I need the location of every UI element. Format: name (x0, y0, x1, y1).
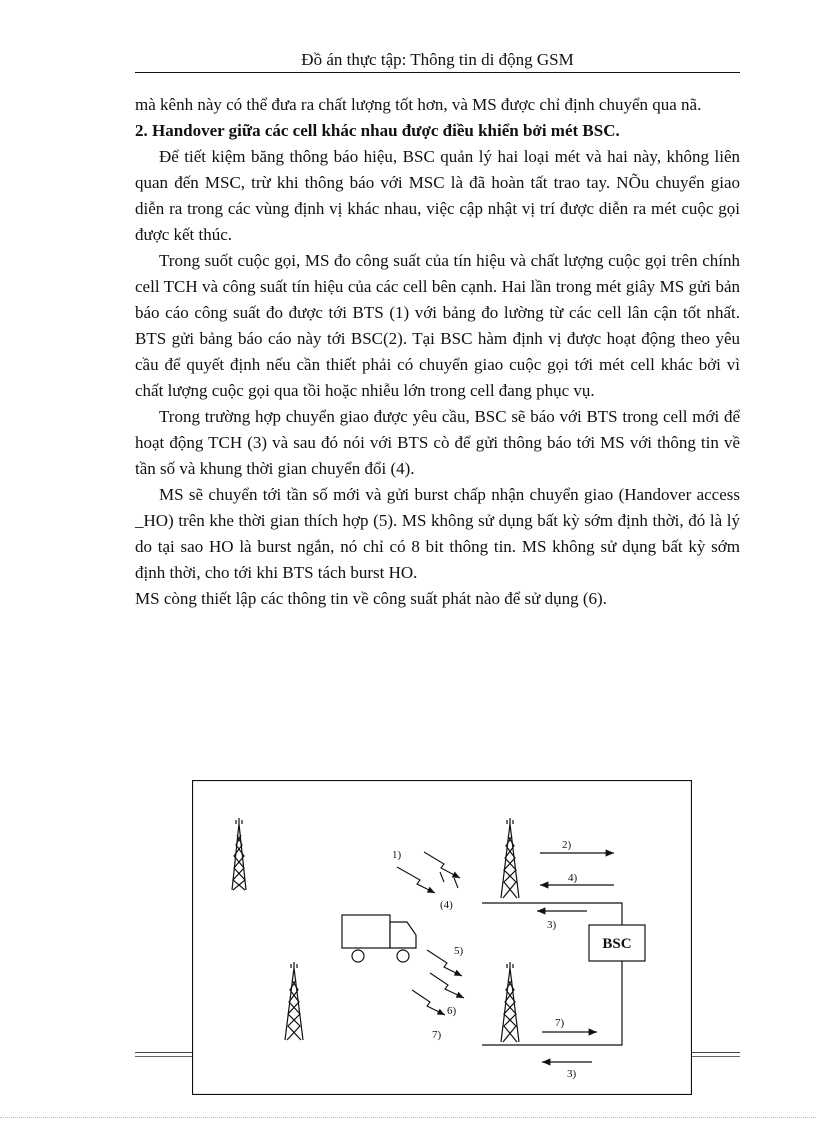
page-rule-right (692, 1052, 740, 1053)
page-bottom-rule (0, 1117, 816, 1118)
bsc-label: BSC (602, 936, 632, 952)
label-1: 1) (392, 849, 402, 861)
label-4a: 4) (568, 872, 578, 884)
label-5: 5) (454, 945, 464, 957)
paragraph: Trong trường hợp chuyển giao được yêu cầu, BSC sẽ báo với BTS trong cell mới để hoạt động TCH (3) và sau đó nói với BTS cò để gửi thông báo tới MS với thông tin về tần số và khung thời gian chuyển đổi (4). (135, 407, 740, 478)
label-6: 6) (447, 1005, 457, 1017)
truck-icon (342, 915, 416, 962)
label-3b: 3) (567, 1068, 577, 1080)
tower-icon (232, 818, 246, 890)
handover-diagram (192, 780, 692, 1095)
tower-icon (501, 818, 519, 898)
tower-icon (285, 962, 303, 1040)
paragraph-continuation: mà kênh này có thể đưa ra chất lượng tốt hơn, và MS được chỉ định chuyển qua nã. (135, 95, 702, 114)
tower-icon (501, 962, 519, 1042)
page-header-title: Đồ án thực tập: Thông tin di động GSM (301, 50, 574, 69)
body-text (135, 92, 740, 612)
page-rule-left-2 (135, 1056, 192, 1057)
paragraph: MS sẽ chuyển tới tần số mới và gửi burst chấp nhận chuyển giao (Handover access _HO) trên khe thời gian thích hợp (5). MS không sử dụng bất kỳ sớm định thời, đó là lý do tại sao HO là burst ngắn, nó chỉ có 8 bit thông tin. MS không sử dụng bất kỳ sớm định thời, cho tới khi BTS tách burst HO. (135, 485, 740, 582)
paragraph: MS còng thiết lập các thông tin về công suất phát nào để sử dụng (6). (135, 589, 607, 608)
header-divider (135, 72, 740, 73)
label-7b: 7) (555, 1017, 565, 1029)
label-4b: (4) (440, 899, 453, 911)
paragraph: Để tiết kiệm băng thông báo hiệu, BSC quản lý hai loại mét và hai này, không liên quan đến MSC, trừ khi thông báo với MSC là đã hoàn tất trao tay. NÕu chuyển giao diễn ra trong các vùng định vị khác nhau, việc cập nhật vị trí được diễn ra mét cuộc gọi được kết thúc. (135, 147, 740, 244)
label-2: 2) (562, 839, 572, 851)
handover-diagram-svg (192, 780, 692, 1095)
paragraph: Trong suốt cuộc gọi, MS đo công suất của tín hiệu và chất lượng cuộc gọi trên chính cell TCH và công suất tín hiệu của các cell bên cạnh. Hai lần trong mét giây MS gửi bản báo cáo công suất đo được tới BTS (1) với bảng đo lường từ các cell lân cận tốt nhất. BTS gửi bảng báo cáo này tới BSC(2). Tại BSC hàm định vị được hoạt động theo yêu cầu để quyết định nếu cần thiết phải có chuyển giao cuộc gọi tới mét cell khác bởi vì chất lượng cuộc gọi qua tồi hoặc nhiễu lớn trong cell đang phục vụ. (135, 251, 740, 400)
page-rule-right-2 (692, 1056, 740, 1057)
label-7a: 7) (432, 1029, 442, 1041)
section-heading: 2. Handover giữa các cell khác nhau được điều khiển bởi mét BSC. (135, 121, 620, 140)
page-rule-left (135, 1052, 192, 1053)
label-3a: 3) (547, 919, 557, 931)
